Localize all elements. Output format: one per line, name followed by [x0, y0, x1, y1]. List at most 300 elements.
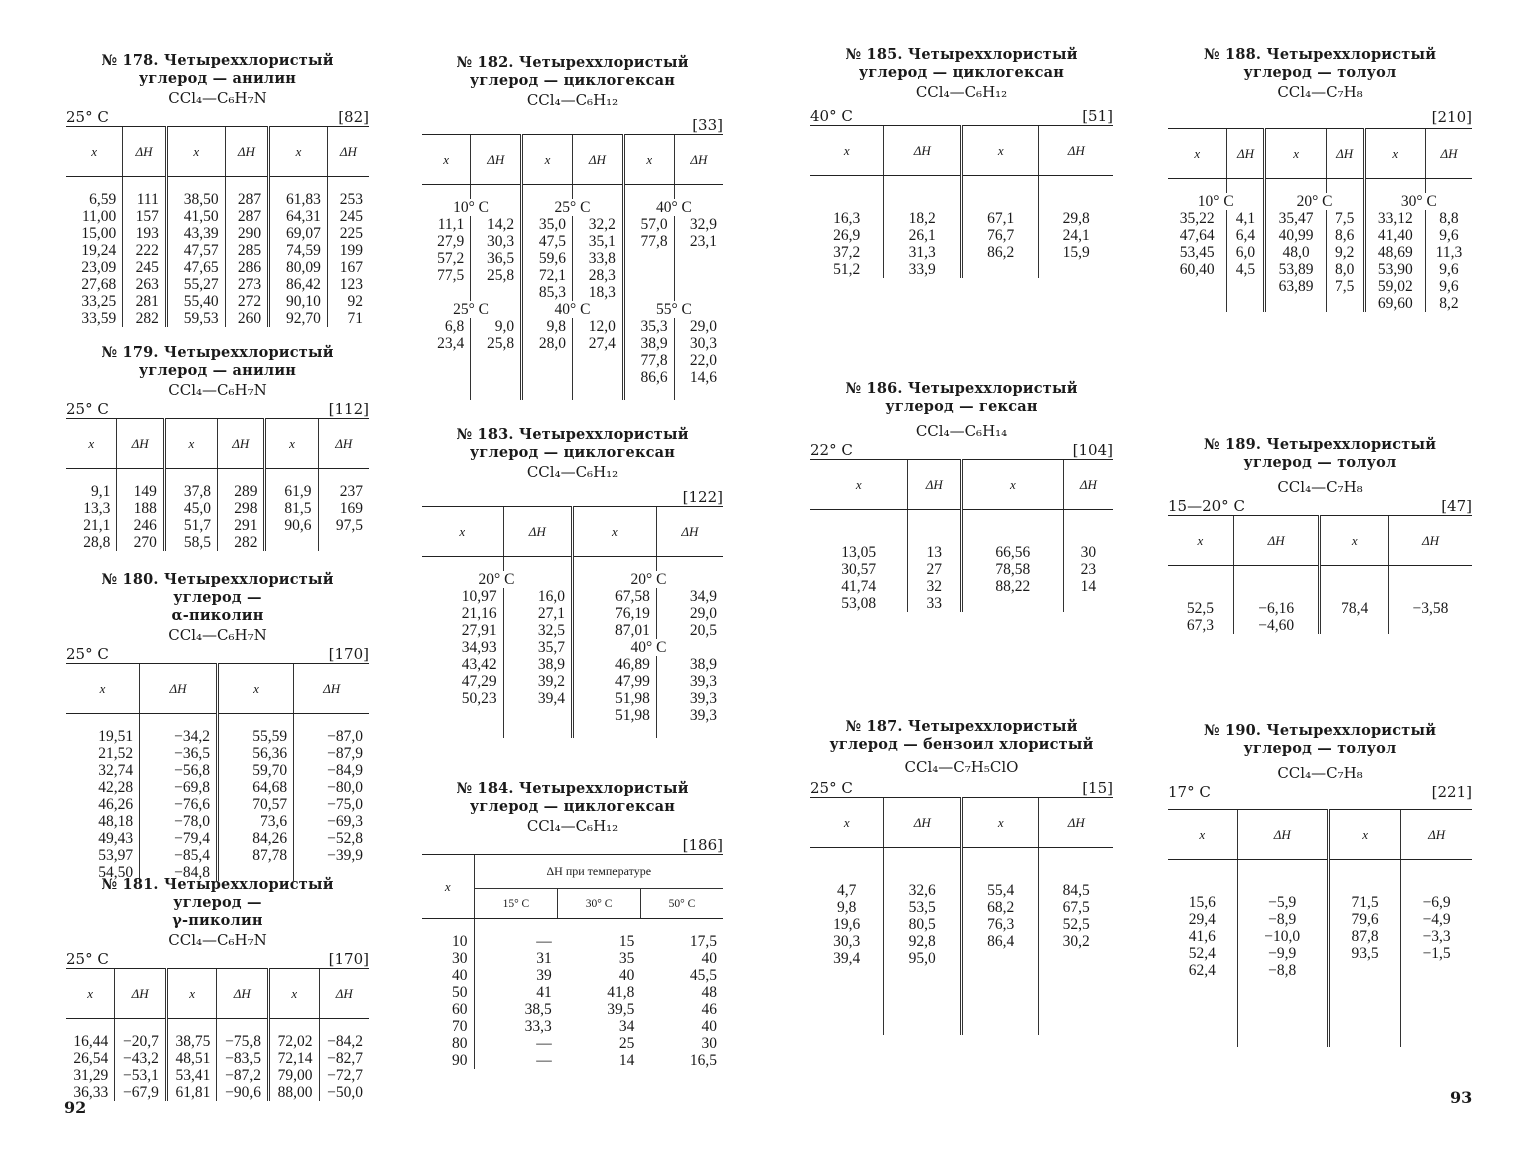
table-cell: −3,58	[1388, 600, 1472, 617]
table-cell: 76,19	[572, 605, 656, 622]
table-183-formula: CCl₄—C₆H₁₂	[526, 463, 619, 481]
table-cell: 48,51	[166, 1050, 217, 1067]
table-cell: 33	[908, 595, 962, 612]
table-cell	[422, 724, 503, 738]
table-cell	[558, 919, 641, 933]
table-184-block	[422, 780, 723, 1069]
temperature-label: 10° C	[453, 198, 490, 216]
table-cell	[422, 557, 503, 571]
table-cell: 48,18	[98, 812, 134, 830]
header-x: x	[961, 460, 1063, 510]
table-cell: 53,97	[98, 846, 134, 864]
table-row	[66, 813, 369, 830]
table-cell: 33,25	[81, 292, 117, 310]
table-cell: 72,1	[522, 267, 573, 284]
table-row	[66, 728, 369, 745]
table-cell	[1039, 848, 1113, 882]
table-cell	[1401, 962, 1472, 979]
table-cell: 51,2	[833, 260, 861, 278]
table-cell	[623, 284, 674, 301]
table-cell: 8,2	[1425, 295, 1472, 312]
table-cell: 27,4	[572, 335, 623, 352]
table-cell: 25	[618, 1034, 635, 1052]
header-x: x	[422, 855, 474, 919]
table-cell: 40	[452, 966, 468, 984]
table-cell: 13,05	[841, 543, 877, 561]
header-x: x	[265, 419, 318, 469]
table-row	[66, 225, 369, 242]
header-dh-at-temperature: ΔH при температуре	[474, 855, 723, 889]
table-cell: −82,7	[319, 1050, 369, 1067]
table-row	[66, 1050, 369, 1067]
table-186-conditions	[810, 441, 1113, 459]
table-cell: 41	[474, 984, 558, 1001]
table-cell: 222	[123, 242, 167, 259]
table-cell: 34,9	[656, 588, 723, 605]
table-cell: 287	[225, 191, 269, 208]
table-cell: 6,59	[89, 190, 117, 208]
table-cell: 35,3	[623, 318, 674, 335]
table-178-conditions	[66, 108, 369, 126]
table-cell	[66, 1019, 115, 1033]
table-cell: 13,3	[83, 499, 111, 517]
table-182-block	[422, 54, 723, 400]
table-178-block	[66, 52, 369, 327]
table-row	[422, 1018, 723, 1035]
table-181-formula: CCl₄—C₆H₇N	[168, 931, 267, 949]
header-x: x	[810, 798, 884, 848]
header-dh: ΔH	[908, 460, 962, 510]
temperature-label: 20° C	[1265, 193, 1364, 210]
table-cell: 70	[452, 1017, 468, 1035]
table-row	[66, 500, 369, 517]
table-cell	[123, 177, 167, 191]
table-row	[1168, 210, 1472, 227]
header-x: x	[422, 135, 471, 185]
table-180-block	[66, 571, 369, 881]
table-cell: 49,43	[98, 829, 134, 847]
table-cell: −34,2	[140, 728, 218, 745]
table-row	[422, 967, 723, 984]
header-dh: ΔH	[471, 135, 522, 185]
table-cell	[1168, 179, 1227, 193]
table-cell: 61,83	[269, 191, 328, 208]
table-cell: 79,6	[1328, 911, 1400, 928]
spacer-row	[422, 557, 723, 571]
table-cell: 25,8	[471, 267, 522, 284]
table-cell: 69,07	[269, 225, 328, 242]
table-row	[1168, 261, 1472, 278]
table-187-reference: [15]	[1082, 779, 1113, 797]
table-row	[66, 208, 369, 225]
table-cell: 54,50	[98, 863, 134, 881]
table-cell: 272	[225, 293, 269, 310]
table-cell: 59,70	[217, 762, 293, 779]
table-cell	[884, 848, 962, 882]
table-179-temperature: 25° C	[66, 400, 109, 418]
table-cell: −87,2	[217, 1067, 269, 1084]
table-cell: 50,23	[461, 689, 497, 707]
table-cell	[623, 250, 674, 267]
table-row	[422, 639, 723, 656]
table-cell: −43,2	[115, 1050, 167, 1067]
table-row	[1168, 244, 1472, 261]
table-row	[66, 762, 369, 779]
table-cell: 47,65	[166, 259, 225, 276]
table-cell: 41,50	[166, 208, 225, 225]
table-cell: 149	[117, 483, 165, 500]
header-x: x	[166, 127, 225, 177]
table-cell: 270	[117, 534, 165, 551]
table-cell: 28,0	[522, 335, 573, 352]
table-cell	[810, 1001, 884, 1035]
header-x: x	[1168, 516, 1233, 566]
table-row	[422, 673, 723, 690]
table-cell	[1326, 295, 1364, 312]
table-cell: 4,5	[1227, 261, 1265, 278]
table-cell: 51,7	[164, 517, 217, 534]
table-cell: 19,24	[81, 241, 117, 259]
table-cell: 15,9	[1039, 244, 1113, 261]
table-cell	[1237, 1013, 1328, 1047]
table-cell: −4,60	[1233, 617, 1320, 634]
table-182-title-line1: № 182. Четыреххлористый	[456, 54, 689, 71]
table-cell: 39,4	[833, 949, 861, 967]
table-181-conditions	[66, 950, 369, 968]
table-cell: 53,45	[1179, 243, 1215, 261]
table-188-reference: [210]	[1431, 108, 1472, 126]
table-cell: −20,7	[115, 1033, 167, 1050]
table-cell	[1227, 179, 1265, 193]
table-cell: 34	[618, 1017, 635, 1035]
table-cell: 92,70	[269, 310, 328, 327]
table-row	[810, 899, 1113, 916]
table-188-formula: CCl₄—C₇H₈	[1277, 83, 1363, 101]
table-cell: 93,5	[1328, 945, 1400, 962]
table-row	[422, 950, 723, 967]
table-cell: 282	[123, 310, 167, 327]
table-cell: 39,3	[656, 673, 723, 690]
table-186-block	[810, 380, 1113, 612]
header-x: x	[1168, 810, 1237, 860]
header-dh: ΔH	[884, 798, 962, 848]
header-x: x	[810, 126, 884, 176]
table-cell: 14,2	[471, 216, 522, 233]
temperature-label: 20° C	[478, 570, 515, 588]
table-cell: 70,57	[217, 796, 293, 813]
table-189-conditions	[1168, 497, 1472, 515]
table-cell	[961, 848, 1039, 882]
table-cell: −72,7	[319, 1067, 369, 1084]
table-179-reference: [112]	[328, 400, 369, 418]
table-cell	[1063, 595, 1113, 612]
page-number-right: 93	[1450, 1088, 1473, 1107]
table-186-title-line1: № 186. Четыреххлористый	[845, 380, 1078, 397]
spacer-row	[1168, 566, 1472, 600]
table-cell	[623, 267, 674, 284]
table-178-title-line2: углерод — анилин	[138, 70, 297, 87]
table-row	[1168, 600, 1472, 617]
table-cell: 38,75	[166, 1033, 217, 1050]
table-cell: 14	[618, 1051, 635, 1069]
table-cell: 7,5	[1326, 278, 1364, 295]
table-cell	[522, 386, 573, 400]
table-cell: 57,2	[437, 249, 465, 267]
table-cell: 26,9	[833, 226, 861, 244]
table-cell: −10,0	[1237, 928, 1328, 945]
table-cell	[1168, 295, 1227, 312]
table-row	[66, 191, 369, 208]
table-cell: 29,8	[1039, 210, 1113, 227]
table-row	[66, 847, 369, 864]
table-cell: 237	[318, 483, 369, 500]
table-cell: 6,0	[1227, 244, 1265, 261]
table-cell	[884, 967, 962, 1001]
header-dh: ΔH	[674, 135, 723, 185]
header-x: x	[217, 664, 293, 714]
table-cell: 95,0	[884, 950, 962, 967]
table-row	[66, 779, 369, 796]
table-cell: 290	[225, 225, 269, 242]
table-181-reference: [170]	[328, 950, 369, 968]
table-cell	[908, 510, 962, 544]
table-cell	[318, 469, 369, 483]
table-cell: 29,0	[656, 605, 723, 622]
table-cell: 10	[452, 932, 468, 950]
table-186	[810, 459, 1113, 612]
table-cell: 260	[225, 310, 269, 327]
header-dh: ΔH	[1063, 460, 1113, 510]
table-cell: −6,16	[1233, 600, 1320, 617]
header-dh: ΔH	[1039, 126, 1113, 176]
table-cell: 67,1	[961, 210, 1039, 227]
table-row	[422, 352, 723, 369]
table-cell	[471, 185, 522, 199]
table-cell: −69,3	[294, 813, 369, 830]
spacer-row	[422, 919, 723, 933]
table-cell: 33,8	[572, 250, 623, 267]
table-cell: 61,81	[166, 1084, 217, 1101]
table-cell: 38,9	[623, 335, 674, 352]
table-cell	[265, 469, 318, 483]
table-cell: 39,5	[607, 1000, 635, 1018]
table-cell: −67,9	[115, 1084, 167, 1101]
table-cell: 291	[217, 517, 265, 534]
temperature-label: 25° C	[522, 199, 624, 216]
table-cell: 52,5	[1039, 916, 1113, 933]
table-cell: 30	[452, 949, 468, 967]
table-cell	[422, 919, 474, 933]
header-x: x	[1320, 516, 1389, 566]
table-cell	[810, 176, 884, 210]
table-cell: 225	[327, 225, 369, 242]
table-181-title-line1: № 181. Четыреххлористый углерод —	[101, 876, 334, 911]
table-cell: 35	[618, 949, 635, 967]
table-row	[810, 882, 1113, 899]
table-cell	[115, 1019, 167, 1033]
table-cell	[1265, 179, 1326, 193]
table-cell: 76,3	[961, 916, 1039, 933]
header-dh: ΔH	[1401, 810, 1472, 860]
table-190-reference: [221]	[1431, 783, 1472, 801]
table-cell: 59,02	[1364, 278, 1425, 295]
table-187-title-line1: № 187. Четыреххлористый	[845, 718, 1078, 735]
table-cell: 86,6	[623, 369, 674, 386]
table-cell: −87,9	[294, 745, 369, 762]
table-cell	[1401, 1013, 1472, 1047]
table-cell: −84,2	[319, 1033, 369, 1050]
table-184-title-line1: № 184. Четыреххлористый	[456, 780, 689, 797]
table-cell: 28,8	[83, 533, 111, 551]
table-cell: 15,00	[81, 224, 117, 242]
table-row	[1168, 945, 1472, 962]
table-cell: 23,1	[674, 233, 723, 250]
table-185-temperature: 40° C	[810, 107, 853, 125]
table-184-title-line2: углерод — циклогексан	[469, 798, 676, 815]
table-cell: 47,57	[166, 242, 225, 259]
table-cell: 31,3	[884, 244, 962, 261]
table-cell: 28,3	[572, 267, 623, 284]
table-row	[810, 227, 1113, 244]
spacer-row	[66, 1019, 369, 1033]
table-cell: 51,98	[572, 690, 656, 707]
table-cell	[422, 369, 471, 386]
table-cell: −87,0	[294, 728, 369, 745]
table-cell: 8,0	[1326, 261, 1364, 278]
table-row	[810, 261, 1113, 278]
table-cell: 41,40	[1364, 227, 1425, 244]
table-cell: 48,0	[1265, 244, 1326, 261]
table-cell: 46	[701, 1000, 717, 1018]
table-cell: 273	[225, 276, 269, 293]
table-cell: 193	[123, 225, 167, 242]
table-190	[1168, 809, 1472, 1047]
header-dh: ΔH	[1233, 516, 1320, 566]
table-cell: 27,1	[503, 605, 572, 622]
table-cell: 30,2	[1039, 933, 1113, 950]
table-187-conditions	[810, 779, 1113, 797]
table-cell: 11,00	[81, 207, 117, 225]
header-x: x	[66, 419, 117, 469]
table-cell: 79,00	[269, 1067, 320, 1084]
table-cell: 35,0	[522, 216, 573, 233]
table-cell: 35,47	[1265, 210, 1326, 227]
table-cell: 40	[701, 1017, 717, 1035]
table-cell: 41,6	[1188, 927, 1216, 945]
table-cell	[422, 707, 503, 724]
table-cell: 30,3	[674, 335, 723, 352]
table-cell: 55,27	[166, 276, 225, 293]
table-cell: 67,3	[1186, 616, 1214, 634]
table-cell: 53,41	[166, 1067, 217, 1084]
table-cell: 73,6	[217, 813, 293, 830]
table-cell: 72,14	[269, 1050, 320, 1067]
table-cell: 253	[327, 191, 369, 208]
table-cell: 87,01	[572, 622, 656, 639]
table-179-formula: CCl₄—C₆H₇N	[168, 381, 267, 399]
table-cell: 38,9	[656, 656, 723, 673]
table-cell: 26,54	[73, 1049, 109, 1067]
table-cell	[471, 352, 522, 369]
temperature-label: 40° C	[572, 639, 723, 656]
table-row	[810, 933, 1113, 950]
table-cell: 30,3	[471, 233, 522, 250]
table-cell: 78,58	[961, 561, 1063, 578]
table-cell: 245	[327, 208, 369, 225]
table-cell: −53,1	[115, 1067, 167, 1084]
table-cell	[884, 176, 962, 210]
table-184	[422, 854, 723, 1069]
table-cell	[1227, 278, 1265, 295]
table-cell: 37,8	[164, 483, 217, 500]
table-cell	[166, 177, 225, 191]
spacer-row	[66, 469, 369, 483]
table-187-block	[810, 718, 1113, 1035]
table-row	[422, 335, 723, 352]
table-cell	[572, 386, 623, 400]
table-cell	[961, 261, 1039, 278]
header-dh: ΔH	[225, 127, 269, 177]
header-dh: ΔH	[217, 969, 269, 1019]
table-cell: 40	[701, 949, 717, 967]
header-dh: ΔH	[1326, 129, 1364, 179]
table-cell	[640, 919, 723, 933]
table-cell: 67,58	[572, 588, 656, 605]
table-cell: 53,5	[884, 899, 962, 916]
table-188-title-line1: № 188. Четыреххлористый	[1203, 46, 1437, 63]
table-cell: 43,39	[166, 225, 225, 242]
table-cell: 30	[701, 1034, 717, 1052]
spacer-row	[422, 724, 723, 738]
table-cell: 23	[1063, 561, 1113, 578]
table-190-block	[1168, 722, 1472, 1047]
table-cell: −84,9	[294, 762, 369, 779]
table-189-reference: [47]	[1441, 497, 1472, 515]
table-cell: 17,5	[689, 932, 717, 950]
table-cell: 25,8	[471, 335, 522, 352]
table-row	[66, 830, 369, 847]
table-cell	[961, 176, 1039, 210]
table-cell: 15,6	[1188, 893, 1216, 911]
table-cell	[66, 469, 117, 483]
table-row	[66, 483, 369, 500]
table-cell	[623, 185, 674, 199]
table-cell: 48,69	[1364, 244, 1425, 261]
table-cell: −75,0	[294, 796, 369, 813]
table-cell: 7,5	[1326, 210, 1364, 227]
table-cell	[1237, 860, 1328, 894]
table-row	[422, 250, 723, 267]
table-cell	[1227, 295, 1265, 312]
header-x: x	[522, 135, 573, 185]
table-row	[810, 210, 1113, 227]
table-cell: −76,6	[140, 796, 218, 813]
table-cell: 39	[474, 967, 558, 984]
table-row	[422, 984, 723, 1001]
table-row	[422, 284, 723, 301]
header-x: x	[269, 969, 320, 1019]
table-cell: 67,5	[1039, 899, 1113, 916]
table-cell: 19,6	[833, 915, 861, 933]
table-cell: 71,5	[1328, 894, 1400, 911]
table-cell: 18,2	[884, 210, 962, 227]
table-cell: 68,2	[961, 899, 1039, 916]
table-cell: 66,56	[961, 544, 1063, 561]
table-cell: 31	[474, 950, 558, 967]
table-cell	[961, 1001, 1039, 1035]
table-cell: 9,6	[1425, 261, 1472, 278]
table-cell: 27,91	[461, 621, 497, 639]
